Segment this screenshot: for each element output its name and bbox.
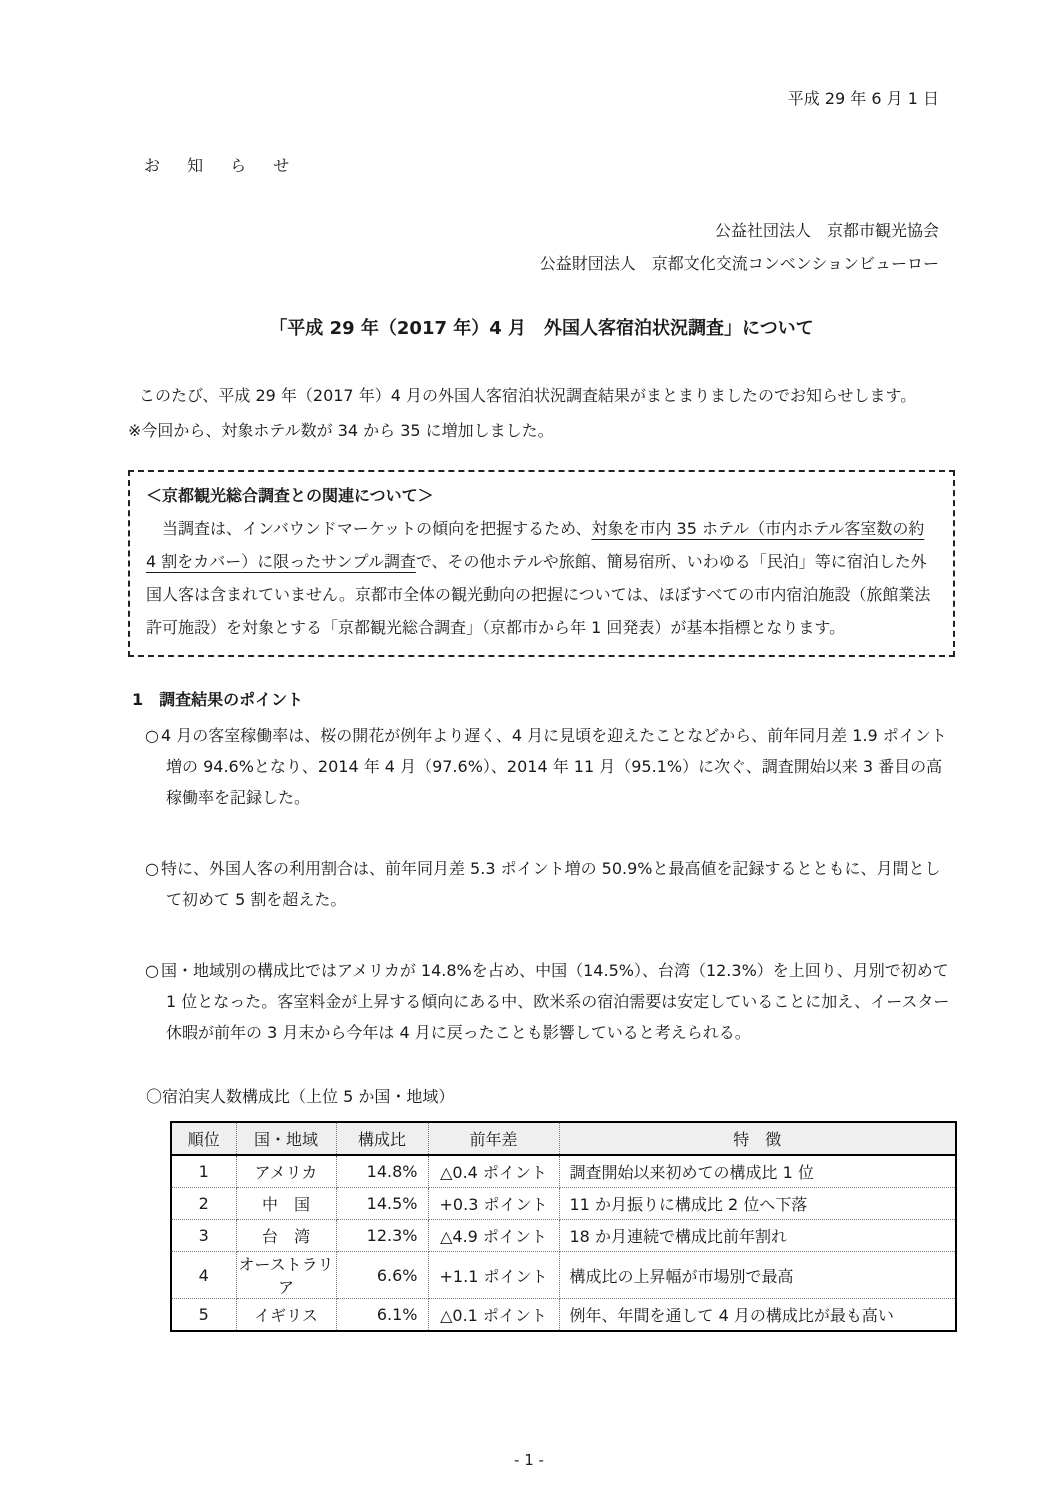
bullet-marker-icon: ○	[145, 726, 159, 745]
bullet-item-country-share	[128, 955, 955, 1048]
bullet-text-occupancy: 4 月の客室稼働率は、桜の開花が例年より遅く、4 月に見頃を迎えたことなどから、前年同月差 1.9 ポイント増の 94.6%となり、2014 年 4 月（97.6%）、2014 年 11 月（95.1%）に次ぐ、調査開始以来 3 番目の高稼働率を記録した。	[160, 726, 947, 807]
intro-paragraph	[128, 378, 955, 448]
bullet-marker-icon: ○	[145, 961, 159, 980]
cell-yoy: △0.1 ポイント	[428, 1299, 559, 1332]
cell-country: オーストラリア	[236, 1252, 336, 1299]
relation-box-text-rest: で、その他ホテルや旅館、簡易宿所、いわゆる「民泊」等に宿泊した外国人客は含まれていません。京都市全体の観光動向の把握については、ほぼすべての市内宿泊施設（旅館業法許可施設）を対象とする「京都観光総合調査」（京都市から年 1 回発表）が基本指標となります。	[146, 552, 931, 637]
ranking-table-label: 〇宿泊実人数構成比（上位 5 か国・地域）	[146, 1087, 455, 1106]
notice-label: お 知 ら せ	[144, 156, 301, 175]
table-row	[171, 1252, 956, 1299]
bullet-item-occupancy	[128, 720, 955, 813]
relation-box-underlined-scope: 対象を市内 35 ホテル（市内ホテル客室数の約 4 割をカバー）に限ったサンプル調査	[146, 519, 925, 571]
table-header-share: 構成比	[336, 1122, 428, 1155]
table-header-rank: 順位	[171, 1122, 236, 1155]
intro-line-1: このたび、平成 29 年（2017 年）4 月の外国人客宿泊状況調査結果がまとまりましたのでお知らせします。	[139, 386, 917, 405]
bullet-text-foreign-share: 特に、外国人客の利用割合は、前年同月差 5.3 ポイント増の 50.9%と最高値を記録するとともに、月間として初めて 5 割を超えた。	[160, 859, 941, 909]
cell-share: 14.5%	[336, 1188, 428, 1220]
cell-feature: 構成比の上昇幅が市場別で最高	[559, 1252, 956, 1299]
table-row	[171, 1299, 956, 1332]
organization-block	[128, 214, 955, 280]
organization-line-2: 公益財団法人 京都文化交流コンベンションビューロー	[539, 254, 939, 273]
intro-line-2: ※今回から、対象ホテル数が 34 から 35 に増加しました。	[128, 421, 554, 440]
relation-box-body	[146, 512, 937, 644]
section1-heading: 1 調査結果のポイント	[132, 690, 304, 709]
cell-share: 6.1%	[336, 1299, 428, 1332]
document-title: 「平成 29 年（2017 年）4 月 外国人客宿泊状況調査」について	[269, 318, 814, 339]
cell-rank: 1	[171, 1155, 236, 1188]
cell-feature: 調査開始以来初めての構成比 1 位	[559, 1155, 956, 1188]
relation-notice-box	[128, 470, 955, 657]
cell-country: 中 国	[236, 1188, 336, 1220]
ranking-table	[170, 1121, 957, 1332]
cell-country: アメリカ	[236, 1155, 336, 1188]
cell-share: 12.3%	[336, 1220, 428, 1252]
cell-yoy: △0.4 ポイント	[428, 1155, 559, 1188]
cell-rank: 5	[171, 1299, 236, 1332]
cell-rank: 3	[171, 1220, 236, 1252]
table-header-country: 国・地域	[236, 1122, 336, 1155]
cell-country: 台 湾	[236, 1220, 336, 1252]
page-number: - 1 -	[514, 1451, 544, 1469]
date-line: 平成 29 年 6 月 1 日	[787, 89, 939, 108]
cell-feature: 11 か月振りに構成比 2 位へ下落	[559, 1188, 956, 1220]
bullet-text-country-share: 国・地域別の構成比ではアメリカが 14.8%を占め、中国（14.5%）、台湾（12.3%）を上回り、月別で初めて 1 位となった。客室料金が上昇する傾向にある中、欧米系の宿泊需要は安定していることに加え、イースター休暇が前年の 3 月末から今年は 4 月に戻ったことも影響していると考えられる。	[160, 961, 950, 1042]
cell-rank: 4	[171, 1252, 236, 1299]
cell-yoy: +1.1 ポイント	[428, 1252, 559, 1299]
cell-feature: 18 か月連続で構成比前年割れ	[559, 1220, 956, 1252]
cell-country: イギリス	[236, 1299, 336, 1332]
cell-share: 6.6%	[336, 1252, 428, 1299]
table-row	[171, 1188, 956, 1220]
table-header-row	[171, 1122, 956, 1155]
table-header-feature: 特 徴	[559, 1122, 956, 1155]
table-row	[171, 1155, 956, 1188]
cell-share: 14.8%	[336, 1155, 428, 1188]
relation-box-text-lead: 当調査は、インバウンドマーケットの傾向を把握するため、	[146, 519, 592, 538]
cell-feature: 例年、年間を通して 4 月の構成比が最も高い	[559, 1299, 956, 1332]
cell-rank: 2	[171, 1188, 236, 1220]
cell-yoy: △4.9 ポイント	[428, 1220, 559, 1252]
bullet-item-foreign-share	[128, 853, 955, 915]
bullet-marker-icon: ○	[145, 859, 159, 878]
cell-yoy: +0.3 ポイント	[428, 1188, 559, 1220]
table-header-yoy: 前年差	[428, 1122, 559, 1155]
organization-line-1: 公益社団法人 京都市観光協会	[714, 221, 939, 240]
table-row	[171, 1220, 956, 1252]
relation-box-heading: ＜京都観光総合調査との関連について＞	[146, 486, 434, 505]
